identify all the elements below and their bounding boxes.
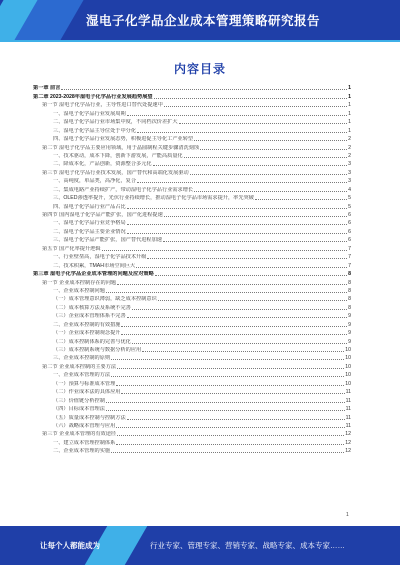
toc-entry-page: 5 [348,203,351,210]
toc-entry[interactable] [33,244,351,252]
toc-leader-dots [111,376,344,377]
toc-leader-dots [127,233,347,234]
toc-entry-title: 二、技术积累，TMAH市场空间巨大 [53,262,136,269]
toc-entry[interactable] [33,227,351,235]
toc-entry-page: 12 [345,448,351,455]
toc-leader-dots [154,98,347,99]
toc-entry-title: 一、企业成本管理的方法 [53,372,111,379]
toc-entry[interactable] [33,177,351,185]
toc-entry[interactable] [33,185,351,193]
toc-entry[interactable] [33,295,351,303]
toc-entry-page: 1 [348,119,351,126]
toc-entry[interactable] [33,101,351,109]
toc-leader-dots [121,334,347,335]
toc-entry-page: 8 [348,296,351,303]
toc-entry[interactable] [33,337,351,345]
toc-entry[interactable] [33,92,351,100]
toc-leader-dots [137,132,347,133]
toc-entry-page: 2 [348,144,351,151]
toc-entry[interactable] [33,253,351,261]
toc-leader-dots [200,149,347,150]
footer-expert-list: 行业专家、管理专家、营销专家、战略专家、成本专家…… [150,541,345,550]
toc-entry[interactable] [33,329,351,337]
toc-entry[interactable] [33,413,351,421]
toc-entry[interactable] [33,211,351,219]
toc-entry-title: （一）预算与标准成本管理 [53,380,116,387]
toc-entry[interactable] [33,236,351,244]
toc-entry-title: 第二章 2023-2028年湿电子化学品行业发展趋势展望 [33,93,153,100]
toc-entry-title: 第四节 国内湿电子化学品产能扩张，国产化进程提速 [42,212,163,218]
toc-entry-title: （二）作业成本法的具体应用 [53,389,121,396]
toc-leader-dots [255,199,347,200]
toc-entry-title: 第三节 企业成本管理的有效途径 [42,431,117,438]
toc-entry[interactable] [33,312,351,320]
toc-entry[interactable] [33,287,351,295]
toc-entry-page: 11 [345,397,351,404]
toc-leader-dots [158,300,347,301]
toc-leader-dots [106,292,347,293]
toc-entry-page: 5 [348,195,351,202]
toc-entry-page: 12 [345,439,351,446]
toc-leader-dots [111,359,344,360]
toc-entry-page: 1 [348,127,351,134]
toc-entry-title: （五）质量成本控制与控制方法 [53,414,126,421]
toc-entry[interactable] [33,422,351,430]
toc-leader-dots [194,140,347,141]
toc-leader-dots [184,157,347,158]
toc-entry-page: 11 [345,389,351,396]
page-number: 1 [346,512,349,518]
toc-entry-page: 9 [348,313,351,320]
toc-entry[interactable] [33,261,351,269]
toc-entry-page: 10 [345,372,351,379]
toc-entry-title: 四、湿电子化学品行业发展态势，积极进促主导化工产业转型 [53,136,194,143]
toc-entry-title: （三）企业成本管理体系不完善 [53,313,126,320]
toc-entry[interactable] [33,194,351,202]
toc-entry-title: 第一节 湿电子化学品行业，主导性进口替代处提速中 [42,102,163,109]
toc-entry-page: 6 [348,220,351,227]
toc-entry[interactable] [33,447,351,455]
toc-entry-title: 第五节 国产化率提升逻辑 [42,245,101,252]
toc-leader-dots [121,326,347,327]
toc-entry-page: 6 [348,228,351,235]
toc-entry-page: 10 [345,355,351,362]
toc-entry-page: 1 [348,110,351,117]
toc-entry[interactable] [33,379,351,387]
table-of-contents [33,84,351,455]
report-footer [0,526,400,565]
toc-leader-dots [127,317,347,318]
toc-entry[interactable] [33,135,351,143]
toc-entry[interactable] [33,118,351,126]
toc-entry[interactable] [33,362,351,370]
toc-leader-dots [164,106,347,107]
toc-entry-page: 6 [348,212,351,218]
toc-entry-title: 一、行业壁垒高，湿电子化学品技术升级 [53,254,147,261]
toc-entry-page: 8 [348,287,351,294]
toc-entry-page: 11 [345,414,351,421]
footer-slogan: 让每个人都能成为 [40,541,100,550]
toc-entry[interactable] [33,84,351,92]
toc-entry-title: （三）成本控制系统与数据分析的应用 [53,347,142,353]
toc-entry-page: 6 [348,237,351,244]
toc-heading: 内容目录 [173,62,226,76]
toc-leader-dots [117,368,344,369]
toc-entry[interactable] [33,303,351,311]
toc-leader-dots [117,435,344,436]
toc-entry-title: 一、技术驱动，成本下降，创新下游发展，产能高质量化 [53,152,183,159]
toc-entry-title: 二、企业成本管理的实施 [53,448,111,455]
toc-entry-page: 9 [348,321,351,328]
toc-entry[interactable] [33,405,351,413]
toc-entry-page: 1 [348,93,351,100]
toc-entry[interactable] [33,438,351,446]
toc-entry-page: 1 [348,85,351,92]
toc-entry-title: 四、湿电子化学品行业产品占比 [53,203,126,210]
toc-leader-dots [127,224,347,225]
toc-entry-page: 10 [345,380,351,387]
toc-entry-title: 第二节 企业成本控制的主要方法 [42,363,117,370]
toc-leader-dots [164,216,347,217]
header-divider [0,40,400,42]
toc-entry-title: 第一章 前言 [33,85,61,92]
toc-entry-page: 3 [348,169,351,176]
toc-entry-title: （二）成本控制体系的完善与优化 [53,338,131,345]
toc-entry[interactable] [33,109,351,117]
toc-entry-title: 二、企业成本控制的有效措施 [53,321,121,328]
report-header [0,0,400,40]
toc-entry-title: （一）企业成本控制观念提升 [53,330,121,337]
toc-entry-title: 三、湿电子化学品产能扩张，国产替代进程加速 [53,237,162,244]
toc-leader-dots [102,250,348,251]
toc-leader-dots [127,208,347,209]
toc-entry[interactable] [33,219,351,227]
toc-entry[interactable] [33,152,351,160]
toc-entry-title: 二、集成电路产业持续扩产，带动湿电子化学品行业需求增长 [53,186,194,193]
toc-leader-dots [136,267,347,268]
toc-entry-title: 一、湿电子化学品行业竞争格局 [53,220,126,227]
toc-entry-title: 三、企业成本控制的原则 [53,355,111,362]
toc-entry-page: 3 [348,178,351,185]
toc-entry-page: 2 [348,136,351,143]
toc-entry[interactable] [33,270,351,278]
toc-entry[interactable] [33,396,351,404]
toc-entry-title: 第三节 湿电子化学品行业技术发展，国产替代和高端化发展驱动 [42,169,189,176]
toc-leader-dots [194,191,347,192]
toc-entry-title: 第三章 湿电子化学品企业成本管理的问题及应对策略 [33,271,154,278]
toc-leader-dots [147,258,347,259]
toc-entry-page: 11 [345,422,351,429]
toc-entry-title: 第一节 企业成本控制存在的问题 [42,279,117,286]
toc-entry-page: 10 [345,363,351,370]
toc-leader-dots [121,393,344,394]
toc-entry-title: 三、OLED渗透率提升，光伏行业持续增长，推动湿电子化学品市场需求提升，率先突破 [53,195,254,202]
toc-entry-title: （三）价值链分析控制 [53,397,105,404]
toc-leader-dots [127,419,345,420]
toc-entry-page: 2 [348,152,351,159]
toc-entry-title: （一）成本管理意识薄弱，缺乏成本控制意识 [53,296,157,303]
toc-leader-dots [137,182,347,183]
toc-entry-page: 4 [348,186,351,193]
toc-leader-dots [117,284,347,285]
toc-entry-page: 9 [348,330,351,337]
toc-entry-page: 12 [345,431,351,438]
toc-entry[interactable] [33,160,351,168]
toc-entry-page: 7 [348,254,351,261]
toc-entry-page: 10 [345,347,351,353]
toc-entry-title: 三、湿电子化学品主导位处于中分化 [53,127,137,134]
toc-entry-title: 一、湿电子化学品行业发展周期 [53,110,126,117]
toc-entry[interactable] [33,320,351,328]
toc-leader-dots [106,410,345,411]
toc-entry[interactable] [33,346,351,354]
toc-entry-page: 8 [348,304,351,311]
toc-leader-dots [179,123,348,124]
toc-leader-dots [155,275,347,276]
toc-entry-page: 9 [348,338,351,345]
toc-entry-title: 二、降成本化，产品创新，资源整合多元化 [53,161,152,168]
toc-entry-page: 3 [348,161,351,168]
toc-entry-title: （六）战略成本管理与应用 [53,422,116,429]
toc-entry-title: （二）成本核算方法及系统不完善 [53,304,131,311]
toc-leader-dots [132,343,347,344]
toc-entry[interactable] [33,371,351,379]
toc-entry[interactable] [33,168,351,176]
report-title: 湿电子化学品企业成本管理策略研究报告 [86,14,321,28]
toc-leader-dots [190,174,347,175]
toc-entry[interactable] [33,126,351,134]
toc-entry[interactable] [33,388,351,396]
toc-leader-dots [61,89,347,90]
toc-entry-title: 第二节 湿电子化学品主要应用领域，用于晶圆制程关键步骤清洗刻蚀 [42,144,200,151]
toc-leader-dots [116,385,344,386]
toc-entry-page: 1 [348,102,351,109]
toc-leader-dots [111,452,344,453]
toc-entry[interactable] [33,354,351,362]
toc-entry[interactable] [33,430,351,438]
toc-entry-page: 7 [348,262,351,269]
toc-leader-dots [142,351,344,352]
toc-entry[interactable] [33,278,351,286]
toc-leader-dots [116,427,344,428]
toc-entry-page: 8 [348,279,351,286]
toc-entry-title: 一、建立成本管理控制体系 [53,439,116,446]
toc-leader-dots [153,165,348,166]
toc-leader-dots [132,309,347,310]
toc-leader-dots [106,402,345,403]
toc-entry-page: 11 [345,406,351,413]
toc-entry[interactable] [33,143,351,151]
toc-entry-title: 一、企业成本控制问题 [53,287,105,294]
toc-entry[interactable] [33,202,351,210]
toc-entry-title: 一、高纯度，单品类，高净化，复合 [53,178,137,185]
toc-entry-title: 二、湿电子化学品主要企业情况 [53,228,126,235]
toc-leader-dots [163,241,347,242]
toc-entry-title: （四）目标成本管理法 [53,406,105,413]
toc-entry-page: 8 [348,271,351,278]
toc-leader-dots [127,115,347,116]
toc-entry-page: 7 [348,245,351,252]
toc-entry-title: 二、湿电子化学品行业市场集中度，不同档次价差扩大 [53,119,178,126]
toc-leader-dots [116,444,344,445]
